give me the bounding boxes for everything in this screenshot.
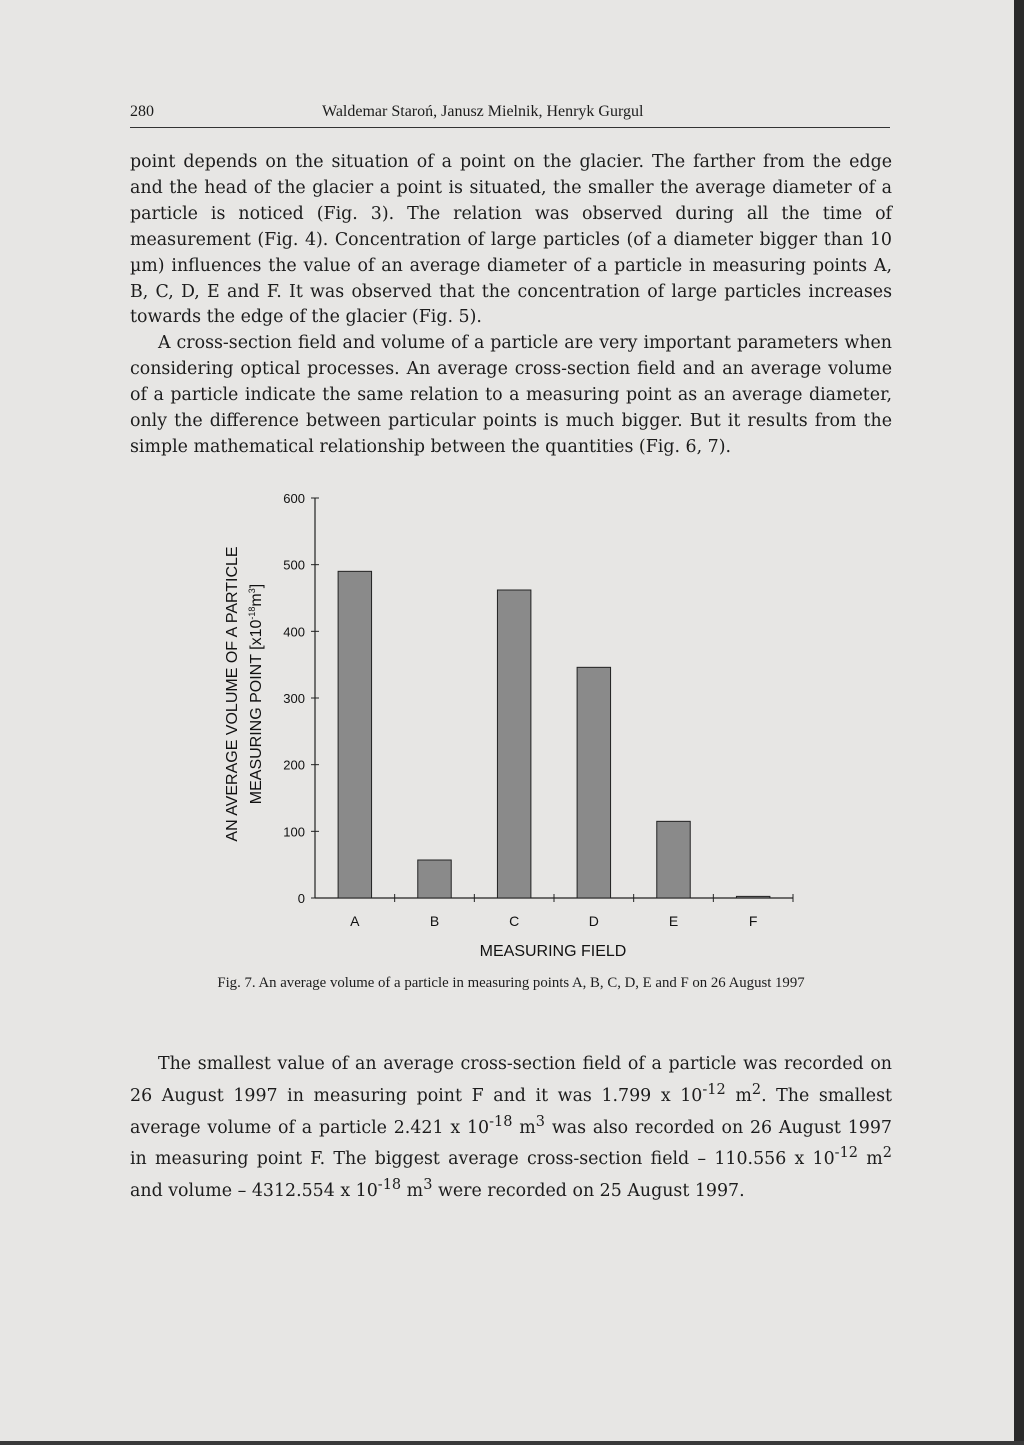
- y-tick-label: 300: [283, 691, 305, 706]
- figure-caption: Fig. 7. An average volume of a particle in measuring points A, B, C, D, E and F on 26 August 1997: [217, 975, 805, 991]
- y-tick-label: 200: [283, 757, 305, 773]
- p3-text-4: m: [512, 1117, 536, 1138]
- y-tick-label: 500: [283, 557, 305, 573]
- bars: [338, 571, 770, 898]
- p3-sup-5: -12: [834, 1145, 859, 1162]
- y-axis-label-unit-exponent: 3: [247, 588, 257, 594]
- p3-sup-1: -12: [702, 1081, 726, 1098]
- p3-text-6: m: [858, 1149, 883, 1170]
- x-axis: [315, 894, 793, 929]
- y-axis-label-unit: m: [248, 593, 265, 607]
- x-tick-label: C: [509, 913, 520, 929]
- bar-f: [736, 896, 769, 898]
- y-axis-label-close: ]: [248, 583, 265, 589]
- page-number: 280: [130, 103, 154, 120]
- y-axis: [283, 491, 319, 906]
- x-tick-label: A: [350, 913, 360, 929]
- bar-a: [338, 571, 371, 898]
- y-axis-label-line-1: AN AVERAGE VOLUME OF A PARTICLE: [224, 546, 241, 842]
- x-axis-label: MEASURING FIELD: [479, 943, 627, 960]
- y-axis-label-text: MEASURING POINT [x10: [248, 619, 265, 805]
- bar-c: [497, 590, 530, 898]
- body-paragraph-2: A cross-section field and volume of a particle are very important parameters when considering optical processes. An average cross-section field and an average volume of a particle indicate the same relation to a measuring point as an average diameter, only the difference between particular points is much bigger. But it results from the simple mathematical relationship between the quantities (Fig. 6, 7).: [130, 333, 892, 457]
- bar-d: [577, 667, 610, 898]
- p3-sup-6: 2: [882, 1145, 892, 1162]
- x-tick-label: D: [588, 913, 599, 929]
- y-tick-label: 100: [283, 824, 305, 840]
- p3-text-1: The smallest value of an average cross-section field of a particle was recorded on 26 August 1997 in measuring point F and it was 1.799 x 10: [130, 1054, 892, 1106]
- p3-text-3: . The smallest average volume of a particle 2.421 x 10: [130, 1085, 892, 1138]
- running-header-authors: Waldemar Staroń, Janusz Mielnik, Henryk Gurgul: [322, 103, 644, 120]
- body-paragraph-3: [130, 1052, 892, 1205]
- x-tick-label: F: [748, 913, 758, 929]
- p3-sup-3: -18: [489, 1113, 513, 1130]
- page-edge-shadow: [1014, 0, 1024, 1445]
- p3-text-5: was also recorded on 26 August 1997 in measuring point F. The biggest average cross-section field – 110.556 x 10: [130, 1117, 892, 1170]
- p3-sup-7: -18: [377, 1177, 402, 1194]
- p3-sup-2: 2: [751, 1081, 762, 1098]
- bar-chart-figure-7: [200, 484, 820, 964]
- x-tick-label: B: [429, 913, 440, 929]
- p3-text-8: m: [401, 1180, 424, 1201]
- p3-text-7: and volume – 4312.554 x 10: [130, 1180, 378, 1201]
- y-axis-label-line-2: [247, 584, 265, 804]
- p3-text-2: m: [725, 1085, 752, 1106]
- p3-sup-4: 3: [535, 1113, 546, 1130]
- bar-e: [657, 821, 690, 898]
- y-tick-label: 0: [297, 891, 305, 906]
- p3-sup-8: 3: [423, 1177, 433, 1194]
- y-tick-label: 400: [283, 624, 305, 640]
- p3-text-9: were recorded on 25 August 1997.: [432, 1180, 745, 1201]
- bar-b: [418, 860, 451, 898]
- y-tick-label: 600: [283, 491, 305, 506]
- y-axis-label-exponent: -18: [247, 606, 257, 620]
- x-tick-label: E: [668, 913, 679, 929]
- body-paragraph-1: point depends on the situation of a point on the glacier. The farther from the edge and the head of the glacier a point is situated, the smaller the average diameter of a particle is noticed (Fig. 3). The relation was observed during all the time of measurement (Fig. 4). Concentration of large particles (of a diameter bigger than 10 µm) influences the value of an average diameter of a particle in measuring points A, B, C, D, E and F. It was observed that the concentration of large particles increases towards the edge of the glacier (Fig. 5).: [130, 152, 892, 328]
- running-header: [130, 103, 890, 128]
- page-bottom-shadow: [0, 1441, 1024, 1445]
